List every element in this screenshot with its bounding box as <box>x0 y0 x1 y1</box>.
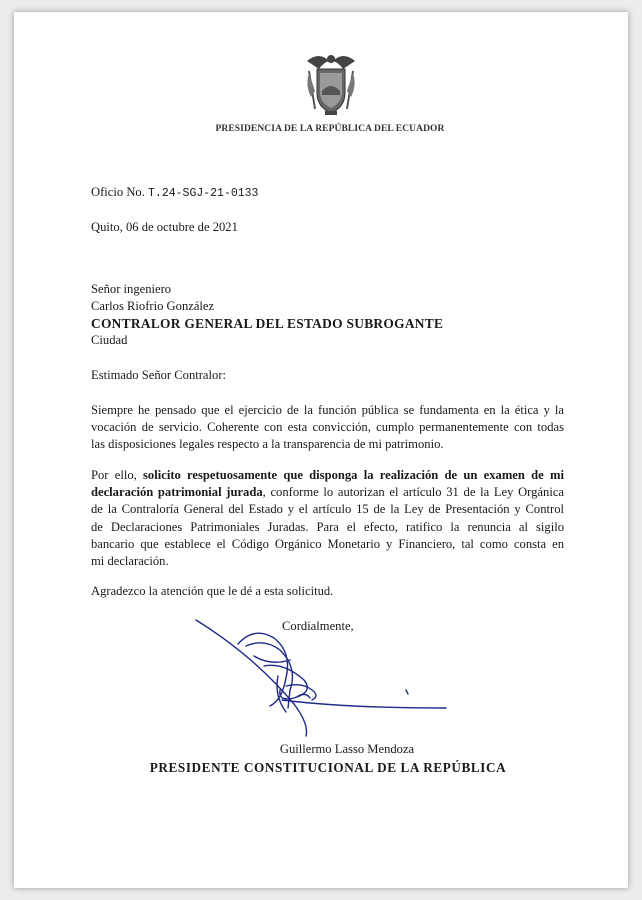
handwritten-signature <box>194 616 454 746</box>
paragraph-text: , conforme lo autorizan el artículo 31 de la Ley Orgánica <box>262 485 564 500</box>
paragraph-line: las disposiciones legales respecto a la transparencia de mi patrimonio. <box>91 437 444 452</box>
closing-thanks: Agradezco la atención que le dé a esta solicitud. <box>91 584 334 598</box>
recipient-honorific: Señor ingeniero <box>91 282 172 296</box>
paragraph-1 <box>91 402 564 454</box>
institution-header: PRESIDENCIA DE LA REPÚBLICA DEL ECUADOR <box>215 124 445 134</box>
coat-of-arms-icon <box>305 51 357 117</box>
place-date: Quito, 06 de octubre de 2021 <box>91 220 238 234</box>
complimentary-close: Cordialmente, <box>282 619 354 633</box>
paragraph-line: de la Contraloría General del Estado y el artículo 15 de la Ley de Presentación y Control <box>91 502 564 517</box>
paragraph-line: mi declaración. <box>91 554 169 569</box>
letter-page <box>14 12 628 888</box>
request-emphasis: solicito respetuosamente que disponga la realización de un examen de mi <box>143 468 564 482</box>
paragraph-line: bancario que establece el Código Orgánico Monetario y Financiero, tal como consta en <box>91 536 564 551</box>
paragraph-line: de Declaraciones Patrimoniales Juradas. Para el efecto, ratifico la renuncia al sigilo <box>91 519 564 534</box>
signatory-title: PRESIDENTE CONSTITUCIONAL DE LA REPÚBLICA <box>149 760 507 775</box>
paragraph-line: vocación de servicio. Coherente con esta convicción, cumplo permanentemente con todas <box>91 420 564 435</box>
recipient-city: Ciudad <box>91 333 128 347</box>
signatory-name: Guillermo Lasso Mendoza <box>279 742 415 756</box>
paragraph-line <box>91 484 564 501</box>
paragraph-line <box>91 467 564 484</box>
reference-number: T.24-SGJ-21-0133 <box>148 187 259 200</box>
paragraph-text: Por ello, <box>91 468 144 482</box>
salutation: Estimado Señor Contralor: <box>91 368 227 382</box>
paragraph-2 <box>91 467 564 570</box>
reference-prefix: Oficio No. <box>91 185 145 199</box>
reference-line <box>91 184 258 202</box>
paragraph-line: Siempre he pensado que el ejercicio de la función pública se fundamenta en la ética y la <box>91 403 564 417</box>
recipient-name: Carlos Riofrio González <box>91 299 215 313</box>
request-emphasis: declaración patrimonial jurada <box>91 485 263 500</box>
recipient-position: CONTRALOR GENERAL DEL ESTADO SUBROGANTE <box>91 316 444 331</box>
